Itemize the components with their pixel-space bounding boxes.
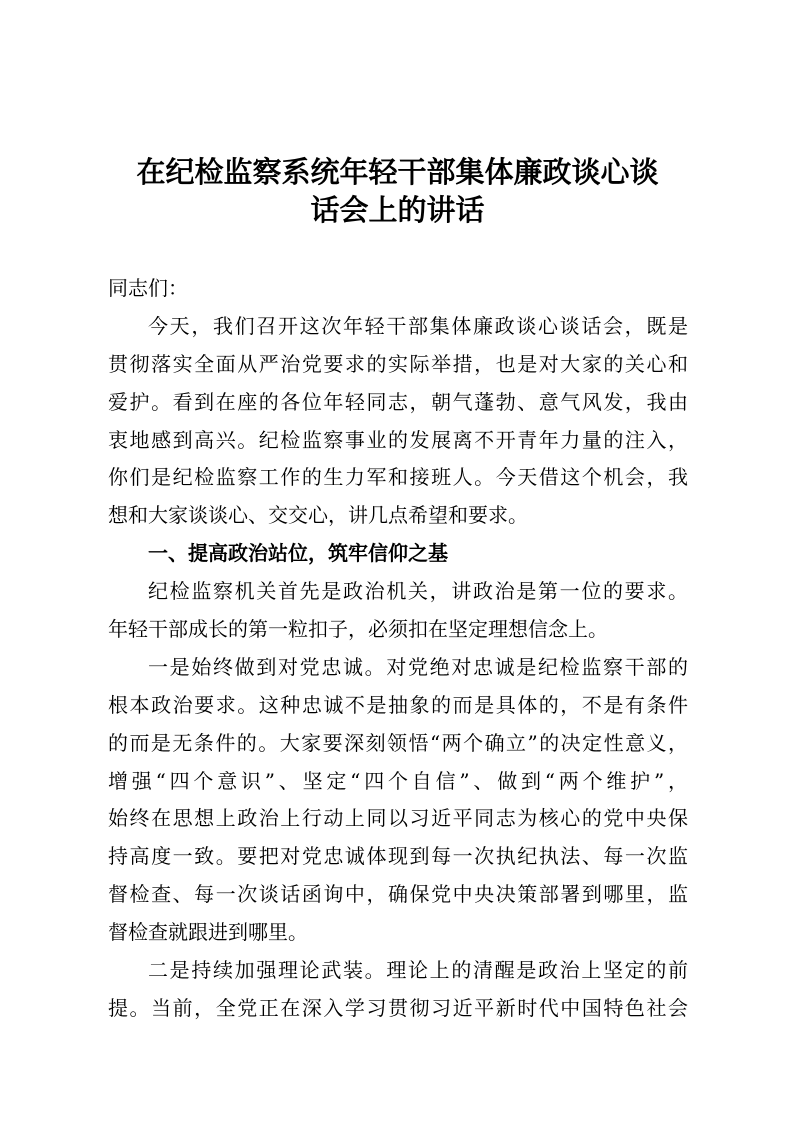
text-line: 一、提高政治站位，筑牢信仰之基 [148,541,448,566]
text-line: 衷地感到高兴。纪检监察事业的发展离不开青年力量的注入， [108,427,688,452]
text-line: 提。当前，全党正在深入学习贯彻习近平新时代中国特色社会 [108,995,688,1020]
paragraphs [108,308,688,1028]
text-line: 一是始终做到对党忠诚。对党绝对忠诚是纪检监察干部的 [148,654,688,679]
text-line: 纪检监察机关首先是政治机关，讲政治是第一位的要求。 [148,579,688,604]
section-heading [108,535,688,573]
document-title-line-2: 话会上的讲话 [310,193,485,227]
document-title-line-1: 在纪检监察系统年轻干部集体廉政谈心谈 [136,155,659,189]
paragraph [108,649,688,952]
text-line: 二是持续加强理论武装。理论上的清醒是政治上坚定的前 [148,958,688,983]
paragraph [108,573,688,649]
salutation: 同志们： [108,276,188,300]
text-line: 你们是纪检监察工作的生力军和接班人。今天借这个机会，我 [108,465,688,490]
paragraph [108,952,688,1028]
text-line: 贯彻落实全面从严治党要求的实际举措，也是对大家的关心和 [108,351,688,376]
text-line: 今天，我们召开这次年轻干部集体廉政谈心谈话会，既是 [148,313,688,338]
document-body [108,270,688,1028]
text-line: 根本政治要求。这种忠诚不是抽象的而是具体的，不是有条件 [108,692,688,717]
text-line: 始终在思想上政治上行动上同以习近平同志为核心的党中央保 [108,806,688,831]
text-line: 想和大家谈谈心、交交心，讲几点希望和要求。 [108,503,528,528]
text-line: 的而是无条件的。大家要深刻领悟“两个确立”的决定性意义， [108,730,688,755]
text-line: 督检查、每一次谈话函询中，确保党中央决策部署到哪里，监 [108,882,688,907]
text-line: 督检查就跟进到哪里。 [108,920,308,945]
text-line: 年轻干部成长的第一粒扣子，必须扣在坚定理想信念上。 [108,617,608,642]
text-line: 爱护。看到在座的各位年轻同志，朝气蓬勃、意气风发，我由 [108,389,688,414]
paragraph [108,308,688,535]
text-line: 增强“四个意识”、坚定“四个自信”、做到“两个维护”， [108,768,688,793]
text-line: 持高度一致。要把对党忠诚体现到每一次执纪执法、每一次监 [108,844,688,869]
